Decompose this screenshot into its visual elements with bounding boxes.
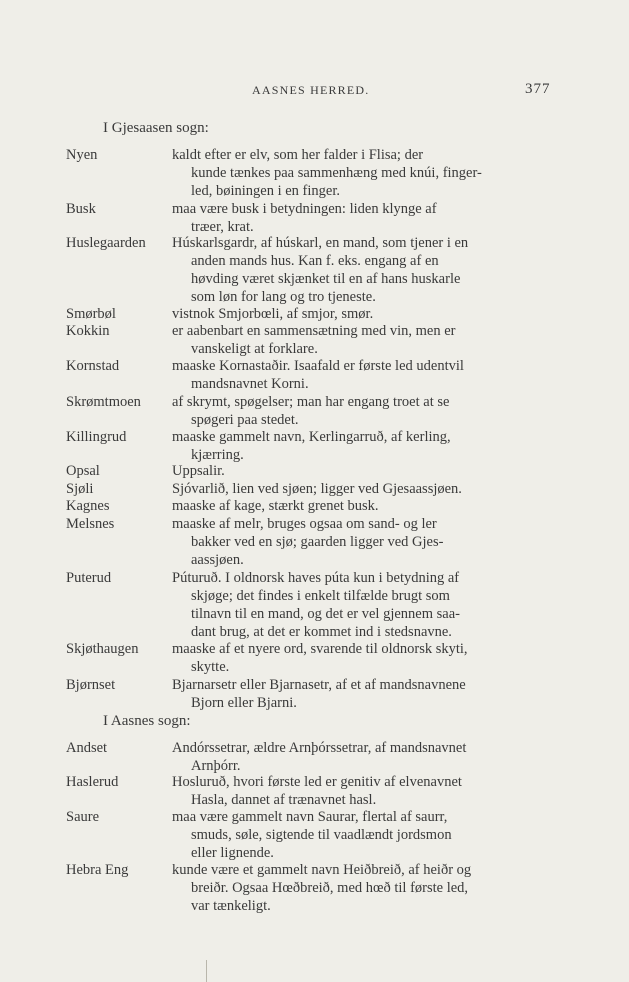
place-name: Nyen <box>66 147 98 163</box>
definition-line: kunde være et gammelt navn Heiðbreið, af heiðr og <box>172 862 472 878</box>
definition-line: kjærring. <box>191 447 244 463</box>
definition <box>172 515 556 569</box>
definition <box>172 393 556 429</box>
section-heading-aasnes: I Aasnes sogn: <box>103 713 191 729</box>
definition-line: vistnok Smjorbœli, af smjor, smør. <box>172 306 374 322</box>
definition-line: Uppsalir. <box>172 463 225 479</box>
place-name: Kagnes <box>66 498 110 514</box>
definition-line: bakker ved en sjø; gaarden ligger ved Gjes- <box>191 534 444 550</box>
definition-line: anden mands hus. Kan f. eks. engang af en <box>191 253 439 269</box>
definition <box>172 569 556 641</box>
definition-line: Hosluruð, hvori første led er genitiv af elvenavnet <box>172 774 462 790</box>
place-name: Andset <box>66 740 108 756</box>
place-name: Opsal <box>66 463 100 479</box>
place-name: Busk <box>66 201 96 217</box>
definition-line: maaske af et nyere ord, svarende til oldnorsk skyti, <box>172 641 468 657</box>
place-name: Hebra Eng <box>66 862 129 878</box>
definition <box>172 305 556 323</box>
definition <box>172 773 556 809</box>
place-name: Smørbøl <box>66 306 116 322</box>
definition-line: kaldt efter er elv, som her falder i Flisa; der <box>172 147 424 163</box>
definition-line: som løn for lang og tro tjeneste. <box>191 289 376 305</box>
place-name: Puterud <box>66 570 112 586</box>
place-name: Kornstad <box>66 358 120 374</box>
definition-line: Sjóvarlið, lien ved sjøen; ligger ved Gjesaassjøen. <box>172 481 462 497</box>
definition-line: smuds, søle, sigtende til vaadlændt jordsmon <box>191 827 452 843</box>
definition-line: af skrymt, spøgelser; man har engang troet at se <box>172 394 450 410</box>
definition-line: kunde tænkes paa sammenhæng med knúi, finger- <box>191 165 482 181</box>
definition-line: maa være gammelt navn Saurar, flertal af saurr, <box>172 809 448 825</box>
definition-line: høvding været skjænket til en af hans huskarle <box>191 271 461 287</box>
page-number: 377 <box>525 81 551 97</box>
place-name: Skjøthaugen <box>66 641 139 657</box>
definition-line: led, bøiningen i en finger. <box>191 183 340 199</box>
definition-line: skytte. <box>191 659 230 675</box>
definition-line: Hasla, dannet af trænavnet hasl. <box>191 792 377 808</box>
definition <box>172 497 556 515</box>
page-edge-mark <box>206 960 207 982</box>
definition-line: skjøge; det findes i enkelt tilfælde brugt som <box>191 588 450 604</box>
definition-line: træer, krat. <box>191 219 254 235</box>
definition-line: maaske af kage, stærkt grenet busk. <box>172 498 379 514</box>
definition-line: er aabenbart en sammensætning med vin, men er <box>172 323 456 339</box>
definition-line: spøgeri paa stedet. <box>191 412 299 428</box>
place-name: Sjøli <box>66 481 94 497</box>
definition-line: Púturuð. I oldnorsk haves púta kun i betydning af <box>172 570 460 586</box>
definition-line: Húskarlsgardr, af húskarl, en mand, som tjener i en <box>172 235 469 251</box>
definition-line: maaske af melr, bruges ogsaa om sand- og ler <box>172 516 437 532</box>
definition-line: aassjøen. <box>191 552 244 568</box>
definition-line: eller lignende. <box>191 845 274 861</box>
place-name: Skrømtmoen <box>66 394 141 410</box>
definition <box>172 640 556 676</box>
definition-line: Bjarnarsetr eller Bjarnasetr, af et af mandsnavnene <box>172 677 466 693</box>
definition-line: vanskeligt at forklare. <box>191 341 318 357</box>
definition <box>172 462 556 480</box>
definition-line: var tænkeligt. <box>191 898 271 914</box>
definition <box>172 357 556 393</box>
definition <box>172 234 556 306</box>
definition-line: maaske Kornastaðir. Isaafald er første led udentvil <box>172 358 464 374</box>
place-name: Haslerud <box>66 774 119 790</box>
place-name: Huslegaarden <box>66 235 146 251</box>
place-name: Kokkin <box>66 323 110 339</box>
definition <box>172 146 556 200</box>
definition-line: Arnþórr. <box>191 758 241 774</box>
definition <box>172 480 556 498</box>
definition <box>172 808 556 862</box>
definition-line: mandsnavnet Korni. <box>191 376 309 392</box>
definition <box>172 322 556 358</box>
definition <box>172 676 556 712</box>
definition <box>172 861 556 915</box>
definition <box>172 200 556 236</box>
place-name: Melsnes <box>66 516 115 532</box>
definition-line: maaske gammelt navn, Kerlingarruð, af kerling, <box>172 429 451 445</box>
place-name: Killingrud <box>66 429 127 445</box>
definition-line: breiðr. Ogsaa Hœðbreið, med hœð til første led, <box>191 880 469 896</box>
definition-line: Bjorn eller Bjarni. <box>191 695 297 711</box>
definition-line: maa være busk i betydningen: liden klynge af <box>172 201 437 217</box>
page-header <box>0 83 629 103</box>
definition-line: Andórssetrar, ældre Arnþórssetrar, af mandsnavnet <box>172 740 467 756</box>
place-name: Bjørnset <box>66 677 116 693</box>
running-head: AASNES HERRED. <box>252 83 370 97</box>
definition-line: dant brug, at det er kommet ind i stedsnavne. <box>191 624 452 640</box>
definition <box>172 428 556 464</box>
definition-line: tilnavn til en mand, og det er vel gjennem saa- <box>191 606 460 622</box>
place-name: Saure <box>66 809 100 825</box>
definition <box>172 739 556 775</box>
section-heading-gjesaasen: I Gjesaasen sogn: <box>103 120 209 136</box>
